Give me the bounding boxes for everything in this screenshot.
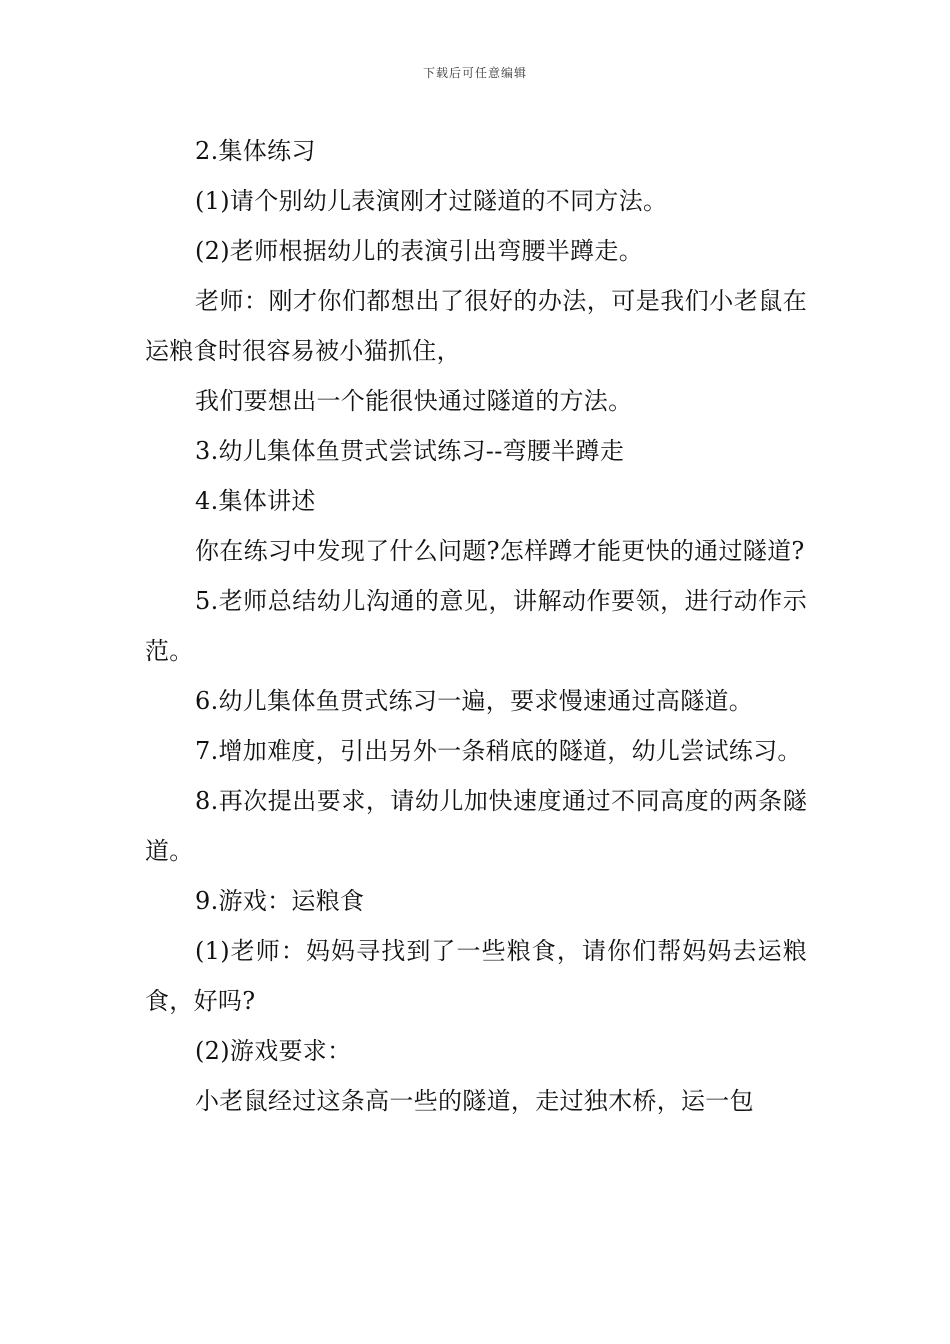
page-header: 下载后可任意编辑 (422, 66, 527, 80)
paragraph: (1)请个别幼儿表演刚才过隧道的不同方法。 (195, 187, 668, 215)
paragraph: 老师：刚才你们都想出了很好的办法，可是我们小老鼠在运粮食时很容易被小猫抓住， (145, 287, 807, 365)
paragraph: 小老鼠经过这条高一些的隧道，走过独木桥，运一包 (195, 1087, 754, 1115)
paragraph: 你在练习中发现了什么问题?怎样蹲才能更快的通过隧道? (195, 537, 805, 565)
paragraph: 4.集体讲述 (195, 487, 316, 515)
paragraph: (2)老师根据幼儿的表演引出弯腰半蹲走。 (195, 237, 643, 265)
paragraph: (1)老师：妈妈寻找到了一些粮食，请你们帮妈妈去运粮食，好吗? (145, 937, 807, 1015)
paragraph: 6.幼儿集体鱼贯式练习一遍，要求慢速通过高隧道。 (195, 687, 754, 715)
paragraph: 我们要想出一个能很快通过隧道的方法。 (195, 387, 633, 415)
paragraph: 2.集体练习 (195, 137, 316, 165)
paragraph: 9.游戏：运粮食 (195, 887, 365, 915)
paragraph: (2)游戏要求： (195, 1037, 352, 1065)
paragraph: 7.增加难度，引出另外一条稍底的隧道，幼儿尝试练习。 (195, 737, 802, 765)
paragraph: 3.幼儿集体鱼贯式尝试练习--弯腰半蹲走 (195, 437, 625, 465)
document-body (145, 126, 807, 1126)
paragraph: 5.老师总结幼儿沟通的意见，讲解动作要领，进行动作示范。 (145, 587, 807, 665)
paragraph: 8.再次提出要求，请幼儿加快速度通过不同高度的两条隧道。 (145, 787, 807, 865)
